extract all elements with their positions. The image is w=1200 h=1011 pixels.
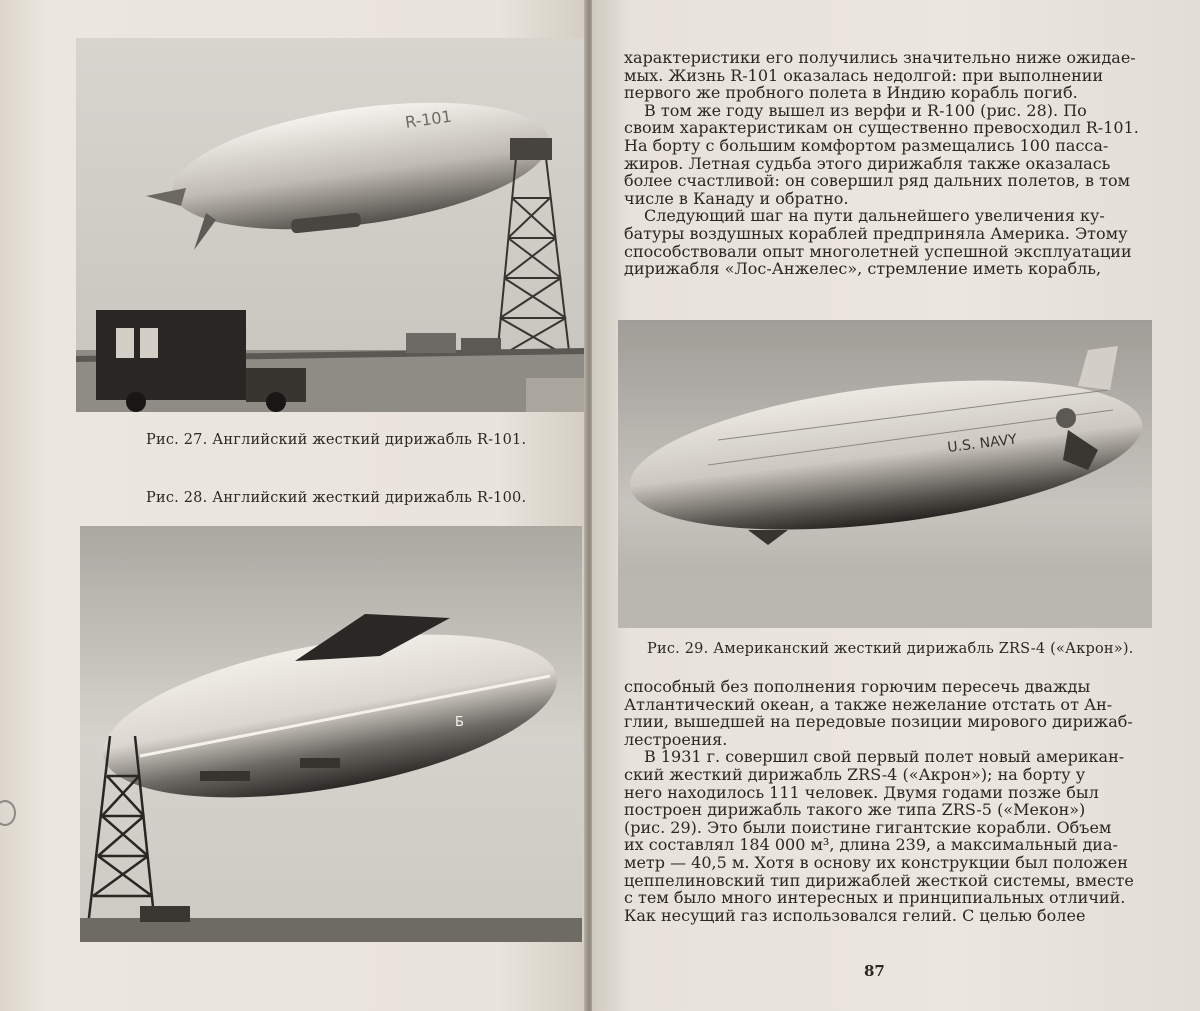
text-line: мых. Жизнь R-101 оказалась недолгой: при выполнении — [624, 65, 1104, 85]
text-line: построен дирижабль такого же типа ZRS-5 («Мекон») — [624, 800, 1086, 820]
figure-29-marking: U.S. NAVY — [946, 431, 1018, 456]
text-line: жиров. Летная судьба этого дирижабля также оказалась — [624, 153, 1111, 173]
figure-29-illustration — [618, 320, 1152, 628]
figure-28-photo — [80, 526, 582, 942]
text-line: более счастливой: он совершил ряд дальних полетов, в том — [624, 171, 1131, 191]
text-line: дирижабля «Лос-Анжелес», стремление иметь корабль, — [624, 259, 1102, 279]
figure-27-photo — [76, 38, 584, 412]
text-line: Следующий шаг на пути дальнейшего увеличения ку- — [644, 206, 1105, 226]
text-line: В 1931 г. совершил свой первый полет новый американ- — [644, 747, 1125, 767]
figure-29-photo — [618, 320, 1152, 628]
figure-27-caption: Рис. 27. Английский жесткий дирижабль R-101. — [146, 432, 527, 448]
text-line: лестроения. — [624, 729, 728, 749]
text-line: На борту с большим комфортом размещались 100 пасса- — [624, 135, 1109, 155]
text-line: Как несущий газ использовался гелий. С целью более — [624, 905, 1086, 925]
text-line: с тем было много интересных и принципиальных отличий. — [624, 888, 1126, 908]
text-line: него находилось 111 человек. Двумя годами позже был — [624, 782, 1099, 802]
page-number: 87 — [864, 962, 885, 980]
text-line: характеристики его получились значительно ниже ожидае- — [624, 48, 1136, 67]
binding-ring — [0, 800, 16, 826]
bottom-text-block — [624, 678, 1144, 924]
figure-27-illustration — [76, 38, 584, 412]
left-page — [0, 0, 586, 1011]
text-line: метр — 40,5 м. Хотя в основу их конструкции был положен — [624, 852, 1128, 872]
text-line: первого же пробного полета в Индию корабль погиб. — [624, 83, 1078, 103]
figure-29-caption: Рис. 29. Американский жесткий дирижабль ZRS-4 («Акрон»). — [647, 641, 1134, 657]
figure-28-marking: Б — [455, 715, 464, 730]
figure-27-marking: R-101 — [403, 106, 453, 132]
text-line: глии, вышедшей на передовые позиции мирового дирижаб- — [624, 712, 1133, 732]
top-text-block — [624, 49, 1144, 278]
text-line: Атлантический океан, а также нежелание отстать от Ан- — [624, 694, 1113, 714]
text-line: их составлял 184 000 м³, длина 239, а максимальный диа- — [624, 835, 1118, 855]
text-line: В том же году вышел из верфи и R-100 (рис. 28). По — [644, 100, 1087, 120]
text-line: числе в Канаду и обратно. — [624, 188, 849, 208]
text-line: батуры воздушных кораблей предприняла Америка. Этому — [624, 223, 1128, 243]
text-line: цеппелиновский тип дирижаблей жесткой системы, вместе — [624, 870, 1134, 890]
text-line: ский жесткий дирижабль ZRS-4 («Акрон»); на борту у — [624, 764, 1086, 784]
text-line: своим характеристикам он существенно превосходил R-101. — [624, 118, 1139, 138]
text-line: (рис. 29). Это были поистине гигантские корабли. Объем — [624, 817, 1112, 837]
text-line: способный без пополнения горючим пересечь дважды — [624, 677, 1091, 696]
text-line: способствовали опыт многолетней успешной эксплуатации — [624, 241, 1132, 261]
figure-28-illustration — [80, 526, 582, 942]
figure-28-caption: Рис. 28. Английский жесткий дирижабль R-100. — [146, 490, 527, 506]
